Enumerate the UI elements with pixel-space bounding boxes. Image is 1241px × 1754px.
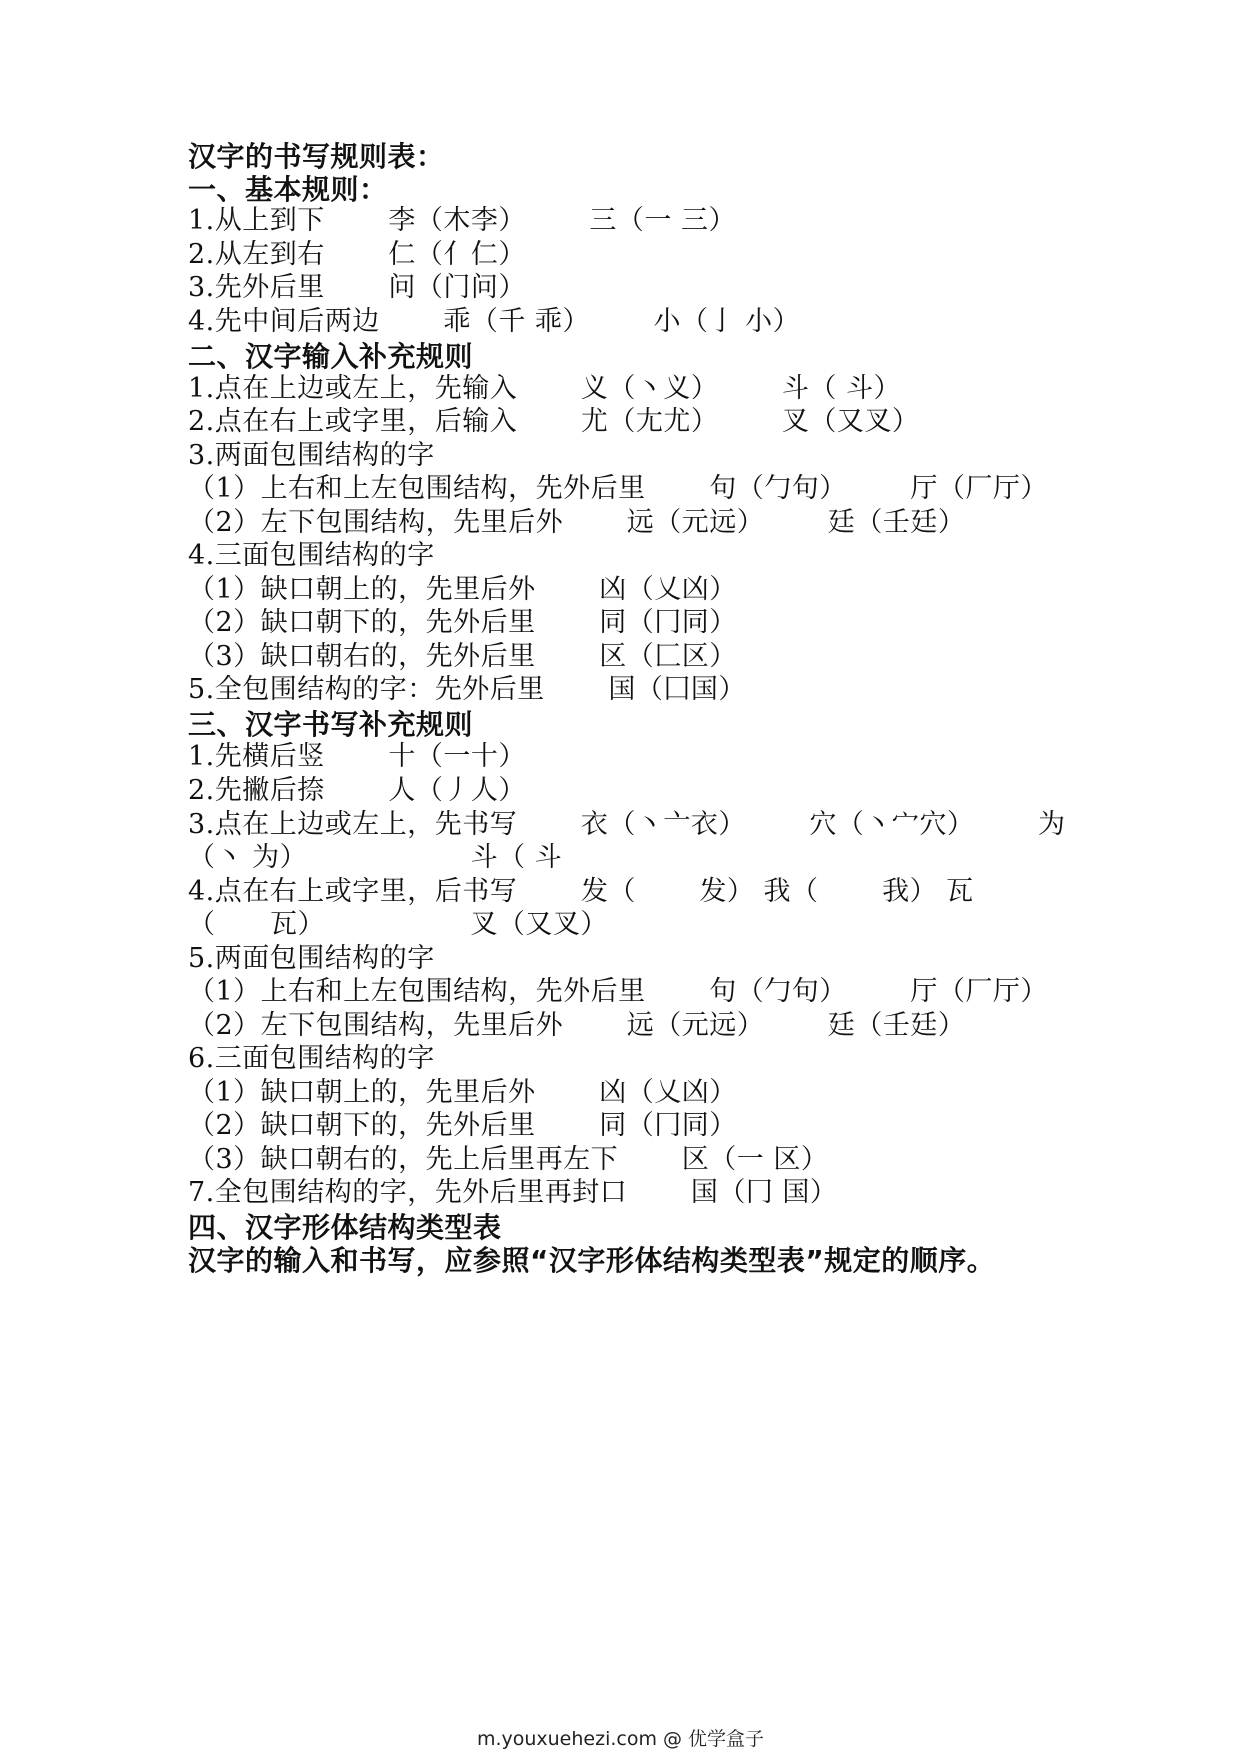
section-1-line: 1.从上到下 李（木李） 三（一 三） [188,205,736,236]
section-2-line: （1）上右和上左包围结构，先外后里 句（勹句） 厅（厂厅） [188,473,1048,504]
section-3-line: 6.三面包围结构的字 [188,1043,435,1074]
section-2-line: （3）缺口朝右的，先外后里 区（匚区） [188,641,737,672]
section-3-line: （3）缺口朝右的，先上后里再左下 区（一 区） [188,1144,829,1175]
section-3-line: （ 瓦） 叉（又叉） [188,909,608,940]
section-2-line: 2.点在右上或字里，后输入 尤（尢尤） 叉（又叉） [188,406,920,437]
section-2-line: （2）左下包围结构，先里后外 远（元远） 廷（壬廷） [188,507,966,538]
section-2-line: 1.点在上边或左上，先输入 义（丶义） 斗（ 斗） [188,373,901,404]
section-3-heading: 三、汉字书写补充规则 [188,708,474,741]
section-4-heading: 四、汉字形体结构类型表 [188,1211,502,1244]
section-3-line: 1.先横后竖 十（一十） [188,741,526,772]
section-3-line: 3.点在上边或左上，先书写 衣（丶亠衣） 穴（丶宀穴） 为 [188,809,1066,840]
section-2-line: 4.三面包围结构的字 [188,540,435,571]
section-3-line: （丶 为） 斗（ 斗 [188,842,563,873]
section-2-line: （2）缺口朝下的，先外后里 同（冂同） [188,607,737,638]
section-4-note: 汉字的输入和书写，应参照“汉字形体结构类型表”规定的顺序。 [188,1244,996,1277]
section-3-line: （1）缺口朝上的，先里后外 凶（乂凶） [188,1077,737,1108]
document-title: 汉字的书写规则表： [188,140,445,173]
section-3-line: （2）缺口朝下的，先外后里 同（冂同） [188,1110,737,1141]
section-1-heading: 一、基本规则： [188,173,388,206]
section-3-line: 5.两面包围结构的字 [188,943,435,974]
section-1-line: 4.先中间后两边 乖（千 乖） 小（亅 小） [188,306,801,337]
section-2-line: 3.两面包围结构的字 [188,440,435,471]
section-3-line: （1）上右和上左包围结构，先外后里 句（勹句） 厅（厂厅） [188,976,1048,1007]
section-1-line: 3.先外后里 问（门问） [188,272,526,303]
footer-watermark: m.youxuehezi.com @ 优学盒子 [476,1728,765,1750]
section-3-line: （2）左下包围结构，先里后外 远（元远） 廷（壬廷） [188,1010,966,1041]
section-3-line: 7.全包围结构的字，先外后里再封口 国（冂 国） [188,1177,838,1208]
section-3-line: 4.点在右上或字里，后书写 发（ 发） 我（ 我） 瓦 [188,876,974,907]
section-2-line: 5.全包围结构的字：先外后里 国（囗国） [188,674,746,705]
section-3-line: 2.先撇后捺 人（丿人） [188,775,526,806]
section-2-heading: 二、汉字输入补充规则 [188,340,474,373]
section-1-line: 2.从左到右 仁（亻仁） [188,239,526,270]
section-2-line: （1）缺口朝上的，先里后外 凶（乂凶） [188,574,737,605]
